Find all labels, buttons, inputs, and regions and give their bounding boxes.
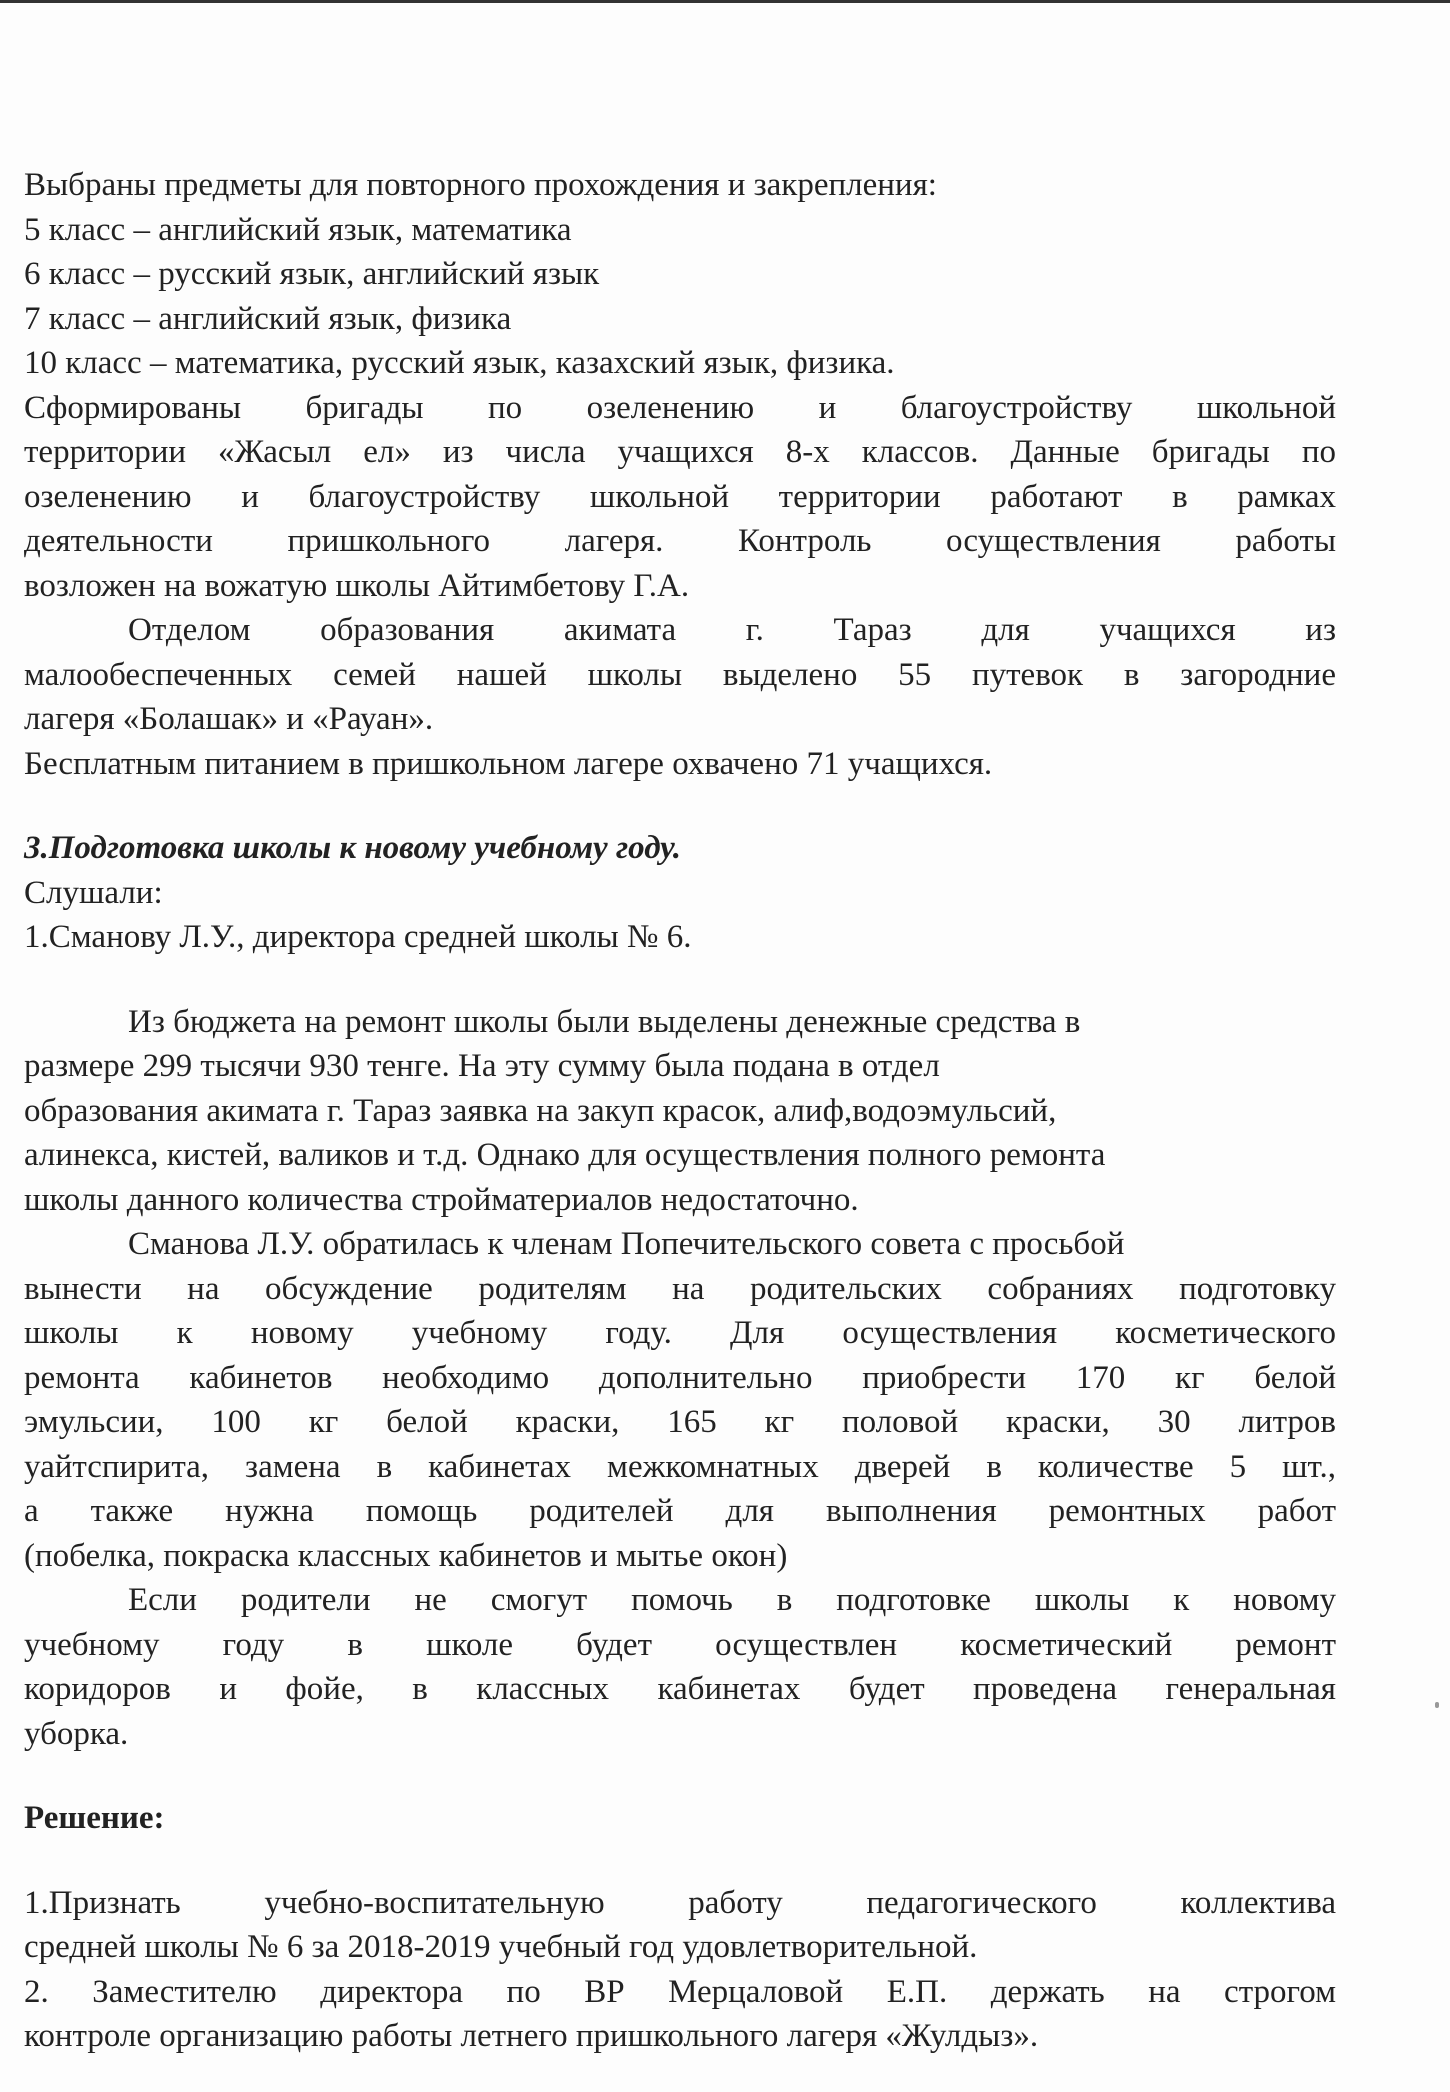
text-line: размере 299 тысячи 930 тенге. На эту сумму была подана в отдел (24, 1048, 940, 1084)
text-line: алинекса, кистей, валиков и т.д. Однако для осуществления полного ремонта (24, 1137, 1106, 1173)
text-line: возложен на вожатую школы Айтимбетову Г.А. (24, 567, 690, 604)
text-line: 7 класс – английский язык, физика (24, 300, 512, 337)
text-line: вынести на обсуждение родителям на родительских собраниях подготовку (24, 1270, 1336, 1307)
scan-speck (1435, 1702, 1439, 1708)
text-line: школы к новому учебному году. Для осуществления косметического (24, 1315, 1336, 1351)
text-line: средней школы № 6 за 2018-2019 учебный год удовлетворительной. (24, 1929, 978, 1965)
text-line: (побелка, покраска классных кабинетов и мытье окон) (24, 1537, 788, 1574)
section-heading: 3.Подготовка школы к новому учебному году. (24, 830, 681, 866)
text-line: Если родители не смогут помочь в подготовке школы к новому (128, 1582, 1336, 1618)
text-line: Сформированы бригады по озеленению и благоустройству школьной (24, 389, 1336, 426)
text-line: коридоров и фойе, в классных кабинетах будет проведена генеральная (24, 1671, 1336, 1707)
text-line: 10 класс – математика, русский язык, казахский язык, физика. (24, 345, 895, 381)
text-line: 6 класс – русский язык, английский язык (24, 256, 600, 292)
text-line: школы данного количества стройматериалов недостаточно. (24, 1181, 859, 1218)
text-line: уборка. (24, 1715, 129, 1752)
text-line: Сманова Л.У. обратилась к членам Попечительского совета с просьбой (128, 1226, 1125, 1262)
text-line: а также нужна помощь родителей для выполнения ремонтных работ (24, 1493, 1336, 1529)
text-line: территории «Жасыл ел» из числа учащихся 8-х классов. Данные бригады по (24, 434, 1336, 470)
document-body (24, 163, 1336, 2059)
heard-label: Слушали: (24, 874, 163, 911)
text-line: Из бюджета на ремонт школы были выделены денежные средства в (128, 1003, 1081, 1040)
text-line: ремонта кабинетов необходимо дополнительно приобрести 170 кг белой (24, 1359, 1336, 1396)
text-line: Выбраны предметы для повторного прохождения и закрепления: (24, 167, 937, 203)
text-line: малообеспеченных семей нашей школы выделено 55 путевок в загородние (24, 656, 1336, 693)
text-line: 5 класс – английский язык, математика (24, 211, 572, 248)
text-line: деятельности пришкольного лагеря. Контроль осуществления работы (24, 523, 1336, 559)
text-line: Отделом образования акимата г. Тараз для учащихся из (128, 612, 1336, 648)
heard-item: 1.Сманову Л.У., директора средней школы № 6. (24, 919, 692, 955)
text-line: 2. Заместителю директора по ВР Мерцаловой Е.П. держать на строгом (24, 1973, 1336, 2010)
text-line: 1.Признать учебно-воспитательную работу педагогического коллектива (24, 1884, 1336, 1921)
text-line: учебному году в школе будет осуществлен косметический ремонт (24, 1626, 1336, 1663)
text-line: эмульсии, 100 кг белой краски, 165 кг половой краски, 30 литров (24, 1404, 1336, 1440)
text-line: образования акимата г. Тараз заявка на закуп красок, алиф,водоэмульсий, (24, 1092, 1057, 1129)
text-line: озеленению и благоустройству школьной территории работают в рамках (24, 478, 1336, 515)
text-line: Бесплатным питанием в пришкольном лагере охвачено 71 учащихся. (24, 745, 993, 782)
text-line: лагеря «Болашак» и «Рауан». (24, 701, 434, 737)
scan-edge-line (0, 0, 1450, 3)
text-line: уайтспирита, замена в кабинетах межкомнатных дверей в количестве 5 шт., (24, 1448, 1336, 1485)
decision-heading: Решение: (24, 1800, 165, 1836)
text-line: контроле организацию работы летнего пришкольного лагеря «Жулдыз». (24, 2018, 1039, 2054)
